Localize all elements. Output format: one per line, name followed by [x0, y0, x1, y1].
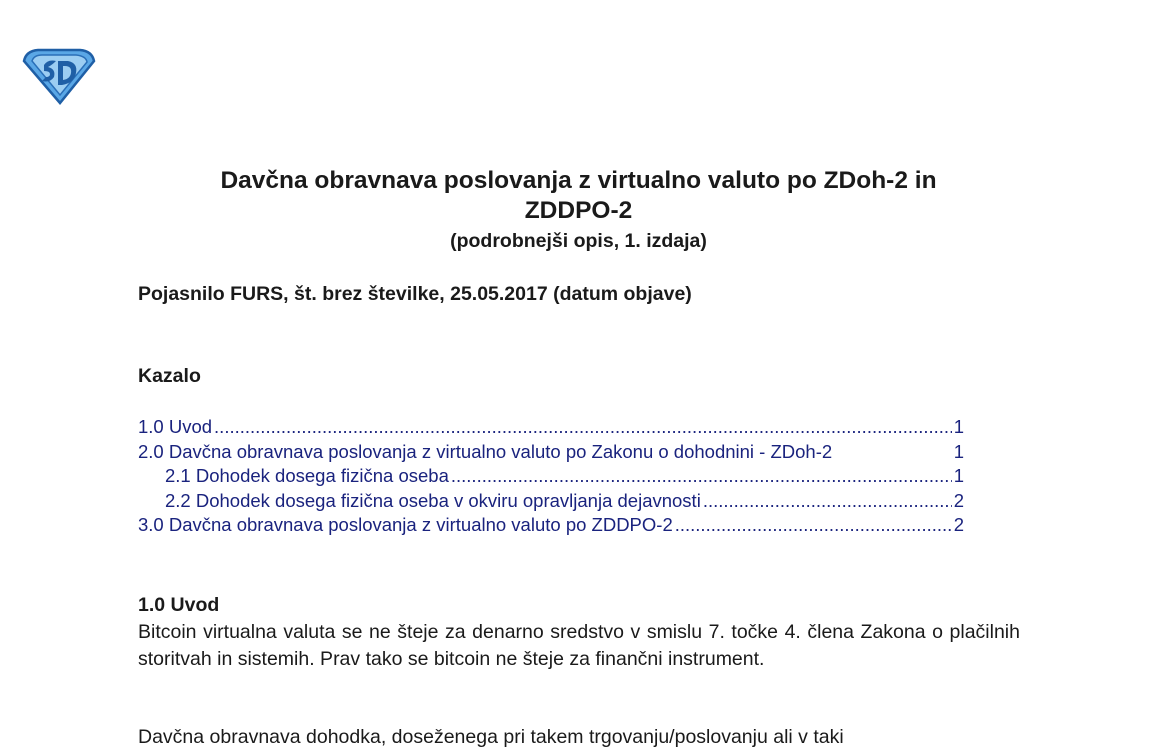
toc-entry-label[interactable]: 2.2 Dohodek dosega fizična oseba v okviru opravljanja dejavnosti [165, 489, 701, 511]
document-subtitle: (podrobnejši opis, 1. izdaja) [450, 230, 707, 252]
toc-entry-label[interactable]: 1.0 Uvod [138, 416, 213, 437]
toc-heading: Kazalo [138, 365, 201, 387]
document-source: Pojasnilo FURS, št. brez številke, 25.05.2017 (datum objave) [138, 283, 692, 305]
section-heading-uvod: 1.0 Uvod [138, 594, 220, 616]
toc-entry-page[interactable]: 2 [953, 489, 964, 511]
toc-entry-page[interactable]: 2 [953, 514, 964, 536]
toc-leader-dots [703, 489, 952, 513]
title-line-1: Davčna obravnava poslovanja z virtualno valuto po ZDoh-2 in [220, 167, 937, 194]
toc-entry-page[interactable]: 1 [953, 416, 964, 437]
furs-logo [22, 47, 96, 105]
toc-entry-label[interactable]: 3.0 Davčna obravnava poslovanja z virtualno valuto po ZDDPO-2 [138, 514, 673, 536]
toc-entry-label[interactable]: 2.1 Dohodek dosega fizična oseba [165, 465, 449, 487]
toc-entry-page[interactable]: 1 [953, 440, 964, 462]
furs-shield-logo-icon [22, 47, 96, 105]
toc-entry-zdoh2[interactable] [138, 440, 964, 465]
document-title [0, 166, 1157, 226]
table-of-contents [138, 415, 964, 538]
toc-leader-dots [675, 513, 952, 537]
toc-entry-label[interactable]: 2.0 Davčna obravnava poslovanja z virtualno valuto po Zakonu o dohodnini - ZDoh-2 [138, 440, 833, 462]
toc-leader-dots [451, 464, 952, 488]
toc-entry-dejavnost[interactable] [138, 489, 964, 514]
title-line-2: ZDDPO-2 [524, 197, 633, 224]
toc-leader-dots [214, 415, 952, 439]
paragraph-tax-treatment: Davčna obravnava dohodka, doseženega pri takem trgovanju/poslovanju ali v taki [138, 726, 844, 748]
toc-entry-fizicna-oseba[interactable] [138, 464, 964, 489]
paragraph-intro: Bitcoin virtualna valuta se ne šteje za denarno sredstvo v smislu 7. točke 4. člena Zakona o plačilnih storitvah in sistemih. Prav tako se bitcoin ne šteje za finančni instrument. [138, 621, 1020, 670]
toc-entry-uvod[interactable] [138, 415, 964, 440]
toc-entry-zddpo2[interactable] [138, 513, 964, 538]
toc-entry-page[interactable]: 1 [953, 465, 964, 487]
